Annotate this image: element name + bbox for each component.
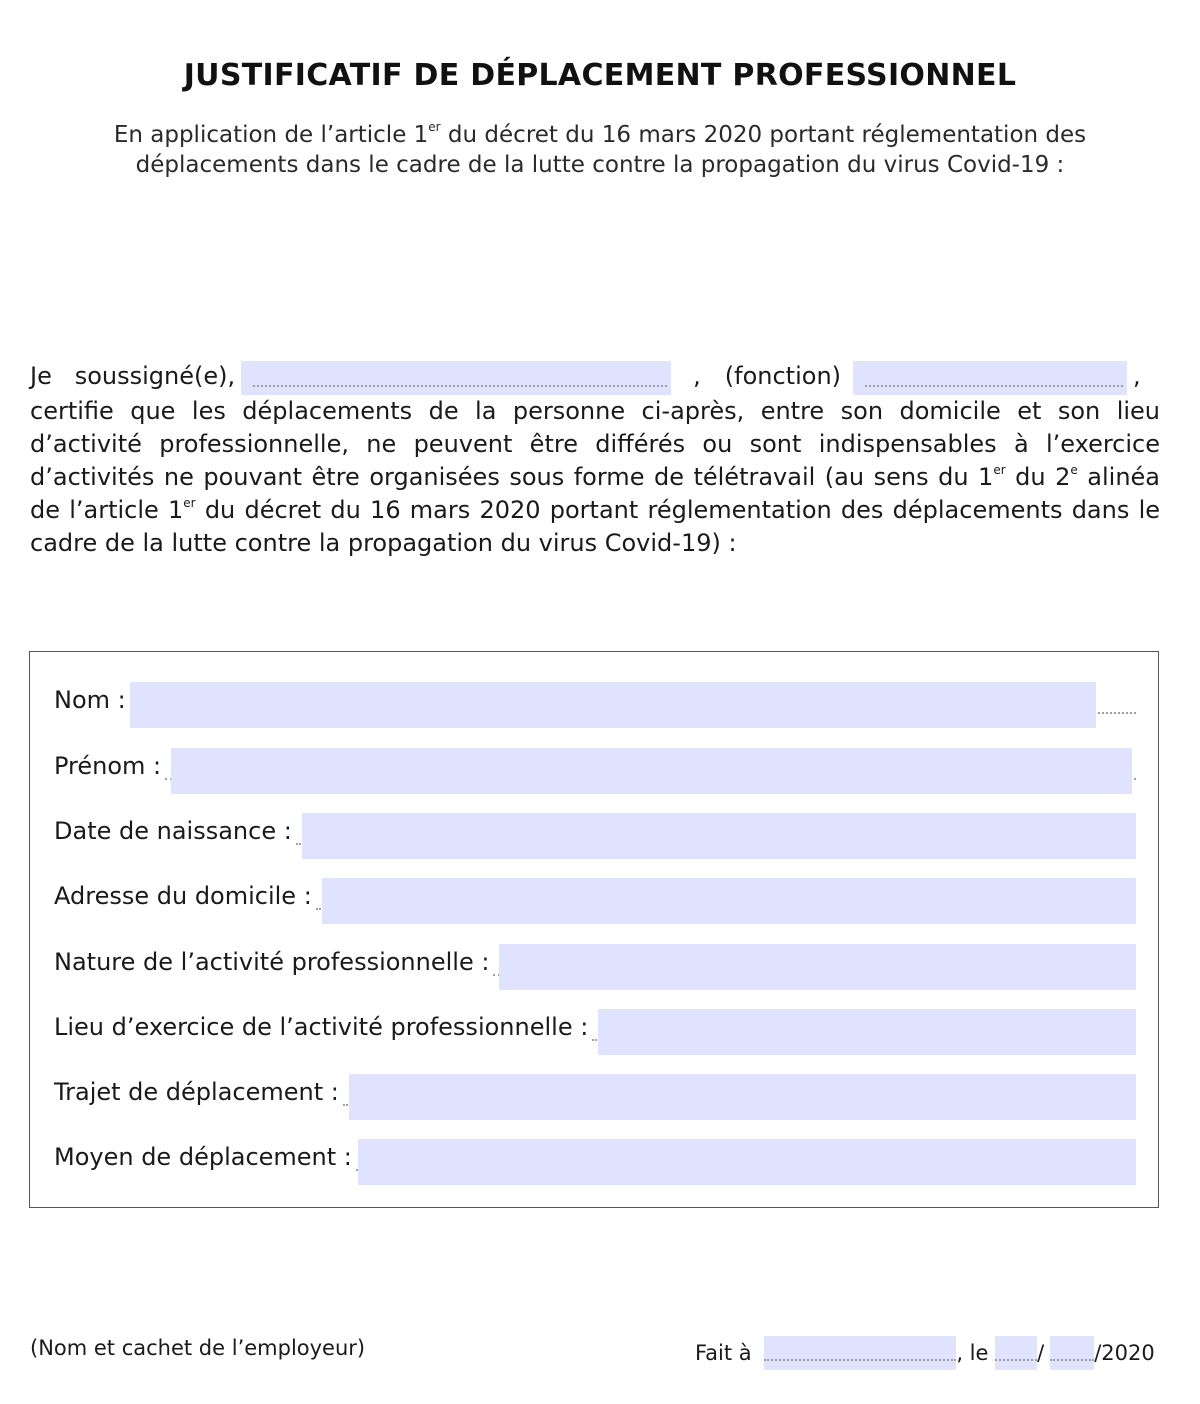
subtitle-part1: En application de l’article 1 [113,122,429,148]
moyen-input[interactable] [356,1139,1136,1185]
place-field[interactable] [764,1336,956,1370]
adresse-label: Adresse du domicile : [54,882,312,910]
day-field[interactable] [995,1336,1037,1370]
employer-stamp-label: (Nom et cachet de l’employeur) [30,1336,366,1360]
date-separator: / [1094,1341,1102,1365]
field-row-nom [54,682,1136,728]
subtitle-sup: er [428,120,441,135]
nom-label: Nom : [54,686,126,714]
fonction-label: (fonction) [724,362,842,390]
moyen-label: Moyen de déplacement : [54,1143,352,1171]
subtitle-part2: du décret du 16 mars 2020 portant réglementation des [440,122,1087,148]
lieu-exercice-label: Lieu d’exercice de l’activité professionnelle : [54,1013,589,1041]
declaration-first-line [30,355,1160,395]
person-info-box [29,651,1159,1208]
date-separator: / [1037,1341,1045,1365]
nature-activite-input[interactable] [493,944,1136,990]
signature-place-date [695,1336,1155,1370]
date-naissance-label: Date de naissance : [54,817,292,845]
soussigne-name-field[interactable] [241,361,671,395]
trajet-input[interactable] [343,1074,1136,1120]
nature-activite-label: Nature de l’activité professionnelle : [54,948,490,976]
le-label: , le [956,1341,989,1365]
prenom-label: Prénom : [54,752,162,780]
comma: , [1133,362,1141,390]
date-naissance-input[interactable] [296,813,1136,859]
field-row-adresse [54,878,1136,924]
subtitle-line2: déplacements dans le cadre de la lutte contre la propagation du virus Covid-19 : [135,152,1065,178]
field-row-trajet [54,1074,1136,1120]
field-row-prenom [54,748,1136,794]
field-row-nature-activite [54,944,1136,990]
declaration-paragraph [30,355,1160,560]
nom-input[interactable] [130,682,1136,728]
je-soussigne-label: Je soussigné(e), [30,362,236,390]
declaration-body: certifie que les déplacements de la personne ci-après, entre son domicile et son lieu d’activité professionnelle, ne peuvent être différés ou sont indispensables à l’exercice d’activités ne pouvant être organisées sous forme de télétravail (au sens du 1er du 2e alinéa de l’article 1er du décret du 16 mars 2020 portant réglementation des déplacements dans le cadre de la lutte contre la propagation du virus Covid-19) : [30,397,1160,557]
document-subtitle [60,120,1140,180]
fait-a-label: Fait à [695,1341,752,1365]
field-row-date-naissance [54,813,1136,859]
trajet-label: Trajet de déplacement : [54,1078,339,1106]
field-row-moyen [54,1139,1136,1185]
month-field[interactable] [1050,1336,1094,1370]
field-row-lieu-exercice [54,1009,1136,1055]
comma: , [693,362,701,390]
document-title: JUSTIFICATIF DE DÉPLACEMENT PROFESSIONNEL [183,58,1017,93]
adresse-input[interactable] [316,878,1136,924]
lieu-exercice-input[interactable] [592,1009,1136,1055]
year-value: 2020 [1101,1341,1155,1365]
fonction-field[interactable] [853,361,1127,395]
prenom-input[interactable] [165,748,1136,794]
